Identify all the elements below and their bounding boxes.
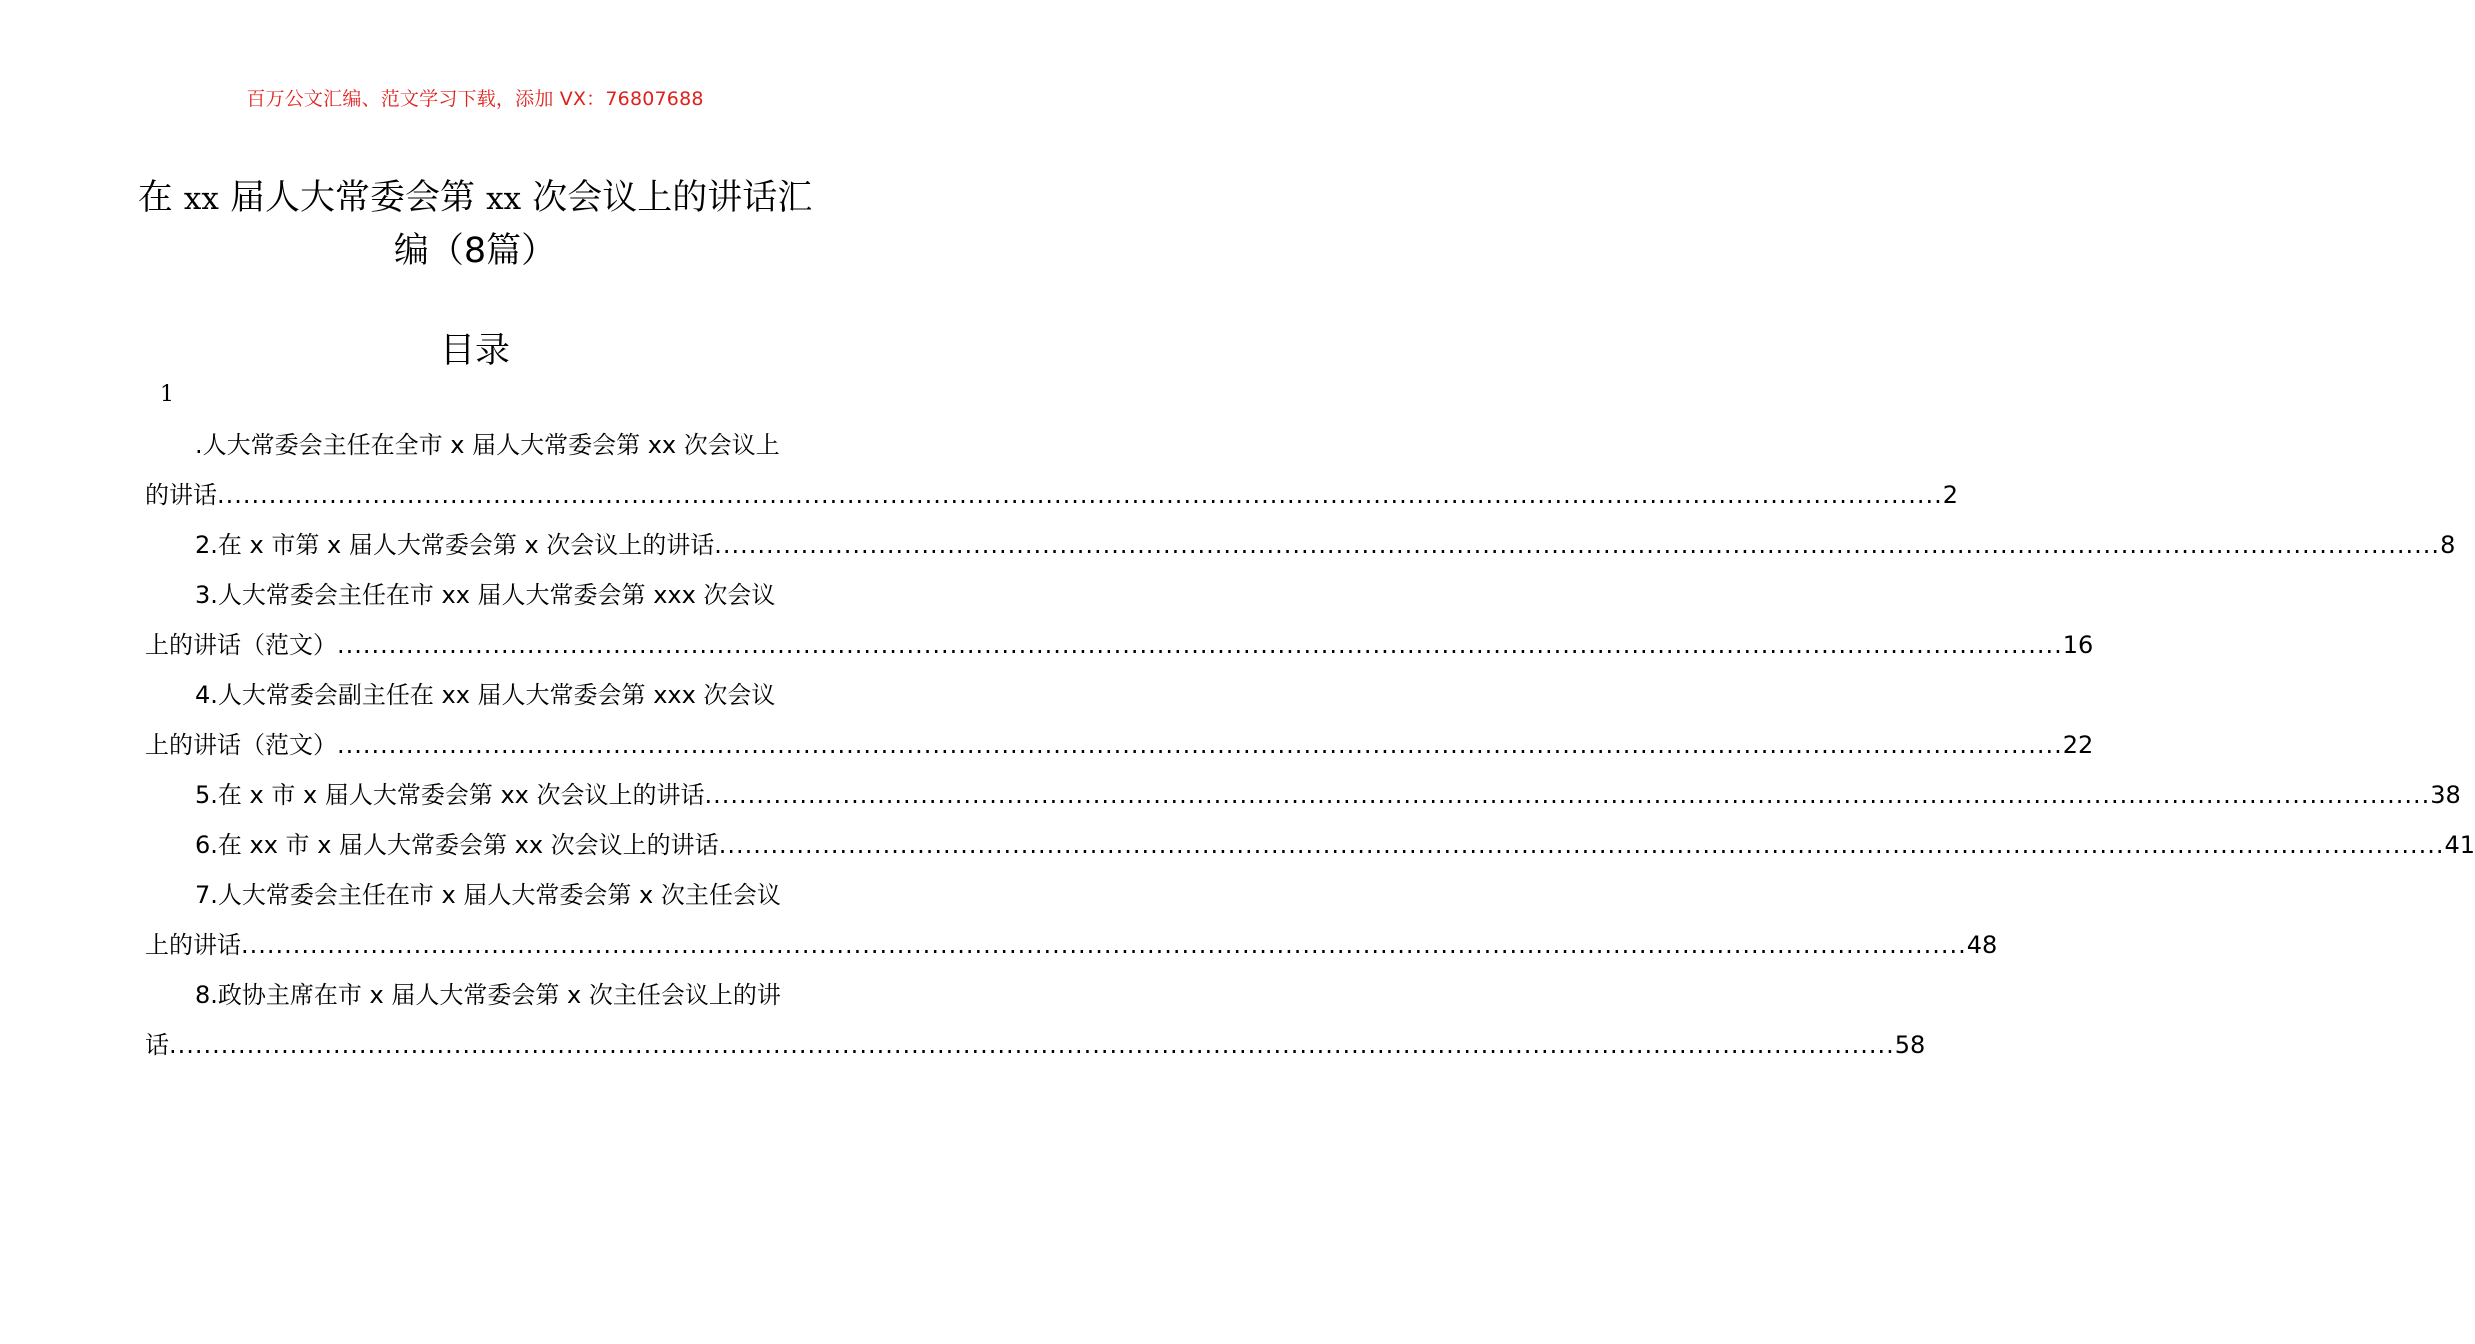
title-part: 次会议上的讲话汇 bbox=[521, 178, 813, 218]
toc-entry-title-line: 3.人大常委会主任在市 xx 届人大常委会第 xxx 次会议 bbox=[195, 581, 776, 609]
toc-dot-leader: ........................................................................................................................................................................................................ bbox=[241, 931, 1967, 959]
toc-entry[interactable] bbox=[145, 520, 2456, 570]
toc-dot-leader: ........................................................................................................................................................................................................ bbox=[217, 481, 1943, 509]
toc-entry-page-line bbox=[145, 820, 2475, 870]
toc-page-number: 2 bbox=[1942, 481, 1959, 509]
toc-entry-title-tail: 2.在 x 市第 x 届人大常委会第 x 次会议上的讲话 bbox=[195, 531, 715, 559]
toc-list bbox=[145, 420, 2475, 1070]
toc-entry-page-line bbox=[145, 920, 1998, 970]
toc-page-number: 38 bbox=[2430, 781, 2461, 809]
toc-entry-title-tail: 上的讲话（范文） bbox=[145, 731, 337, 759]
toc-page-number: 48 bbox=[1966, 931, 1998, 959]
toc-page-number: 41 bbox=[2444, 831, 2475, 859]
toc-entry-page-line bbox=[145, 770, 2461, 820]
toc-entry-title-tail: 的讲话 bbox=[145, 481, 217, 509]
toc-entry-title-tail: 话 bbox=[145, 1031, 169, 1059]
toc-dot-leader: ........................................................................................................................................................................................................ bbox=[169, 1031, 1895, 1059]
title-part: 届人大常委会第 bbox=[218, 178, 487, 218]
toc-entry[interactable] bbox=[145, 770, 2461, 820]
toc-dot-leader: ........................................................................................................................................................................................................ bbox=[337, 631, 2063, 659]
toc-entry-title-tail: 上的讲话 bbox=[145, 931, 241, 959]
toc-entry-title-tail: 上的讲话（范文） bbox=[145, 631, 337, 659]
toc-entry[interactable] bbox=[145, 670, 2094, 770]
toc-entry-title-tail: 6.在 xx 市 x 届人大常委会第 xx 次会议上的讲话 bbox=[195, 831, 719, 859]
title-line-1 bbox=[135, 172, 815, 225]
toc-page-number: 8 bbox=[2440, 531, 2456, 559]
toc-dot-leader: ........................................................................................................................................................................................................ bbox=[714, 531, 2441, 559]
toc-page-number: 22 bbox=[2062, 731, 2094, 759]
toc-dot-leader: ........................................................................................................................................................................................................ bbox=[718, 831, 2445, 859]
stray-number: 1 bbox=[160, 382, 174, 407]
toc-page-number: 58 bbox=[1894, 1031, 1926, 1059]
toc-entry[interactable] bbox=[145, 970, 1926, 1070]
toc-entry-page-line bbox=[145, 620, 2094, 670]
toc-entry-page-line bbox=[145, 720, 2094, 770]
toc-entry-page-line bbox=[145, 520, 2456, 570]
toc-entry[interactable] bbox=[145, 570, 2094, 670]
title-part: xx bbox=[486, 181, 522, 217]
toc-entry-title-line: .人大常委会主任在全市 x 届人大常委会第 xx 次会议上 bbox=[195, 431, 780, 459]
title-part: xx bbox=[183, 181, 219, 217]
toc-entry-title-line: 4.人大常委会副主任在 xx 届人大常委会第 xxx 次会议 bbox=[195, 681, 776, 709]
title-line-2: 编（8篇） bbox=[393, 231, 557, 271]
toc-page-number: 16 bbox=[2062, 631, 2094, 659]
toc-dot-leader: ........................................................................................................................................................................................................ bbox=[337, 731, 2063, 759]
title-part: 在 bbox=[137, 178, 184, 218]
toc-dot-leader: ........................................................................................................................................................................................................ bbox=[704, 781, 2431, 809]
toc-entry-title-line: 7.人大常委会主任在市 x 届人大常委会第 x 次主任会议 bbox=[195, 881, 781, 909]
toc-entry[interactable] bbox=[145, 820, 2475, 870]
toc-entry-page-line bbox=[145, 470, 1959, 520]
toc-heading: 目录 bbox=[439, 331, 510, 371]
toc-entry-title-tail: 5.在 x 市 x 届人大常委会第 xx 次会议上的讲话 bbox=[195, 781, 705, 809]
toc-entry-page-line bbox=[145, 1020, 1926, 1070]
header-note: 百万公文汇编、范文学习下载，添加 VX：76807688 bbox=[246, 88, 704, 110]
toc-entry[interactable] bbox=[145, 870, 1998, 970]
document-title bbox=[135, 172, 815, 277]
toc-entry[interactable] bbox=[145, 420, 1959, 520]
toc-entry-title-line: 8.政协主席在市 x 届人大常委会第 x 次主任会议上的讲 bbox=[195, 981, 781, 1009]
